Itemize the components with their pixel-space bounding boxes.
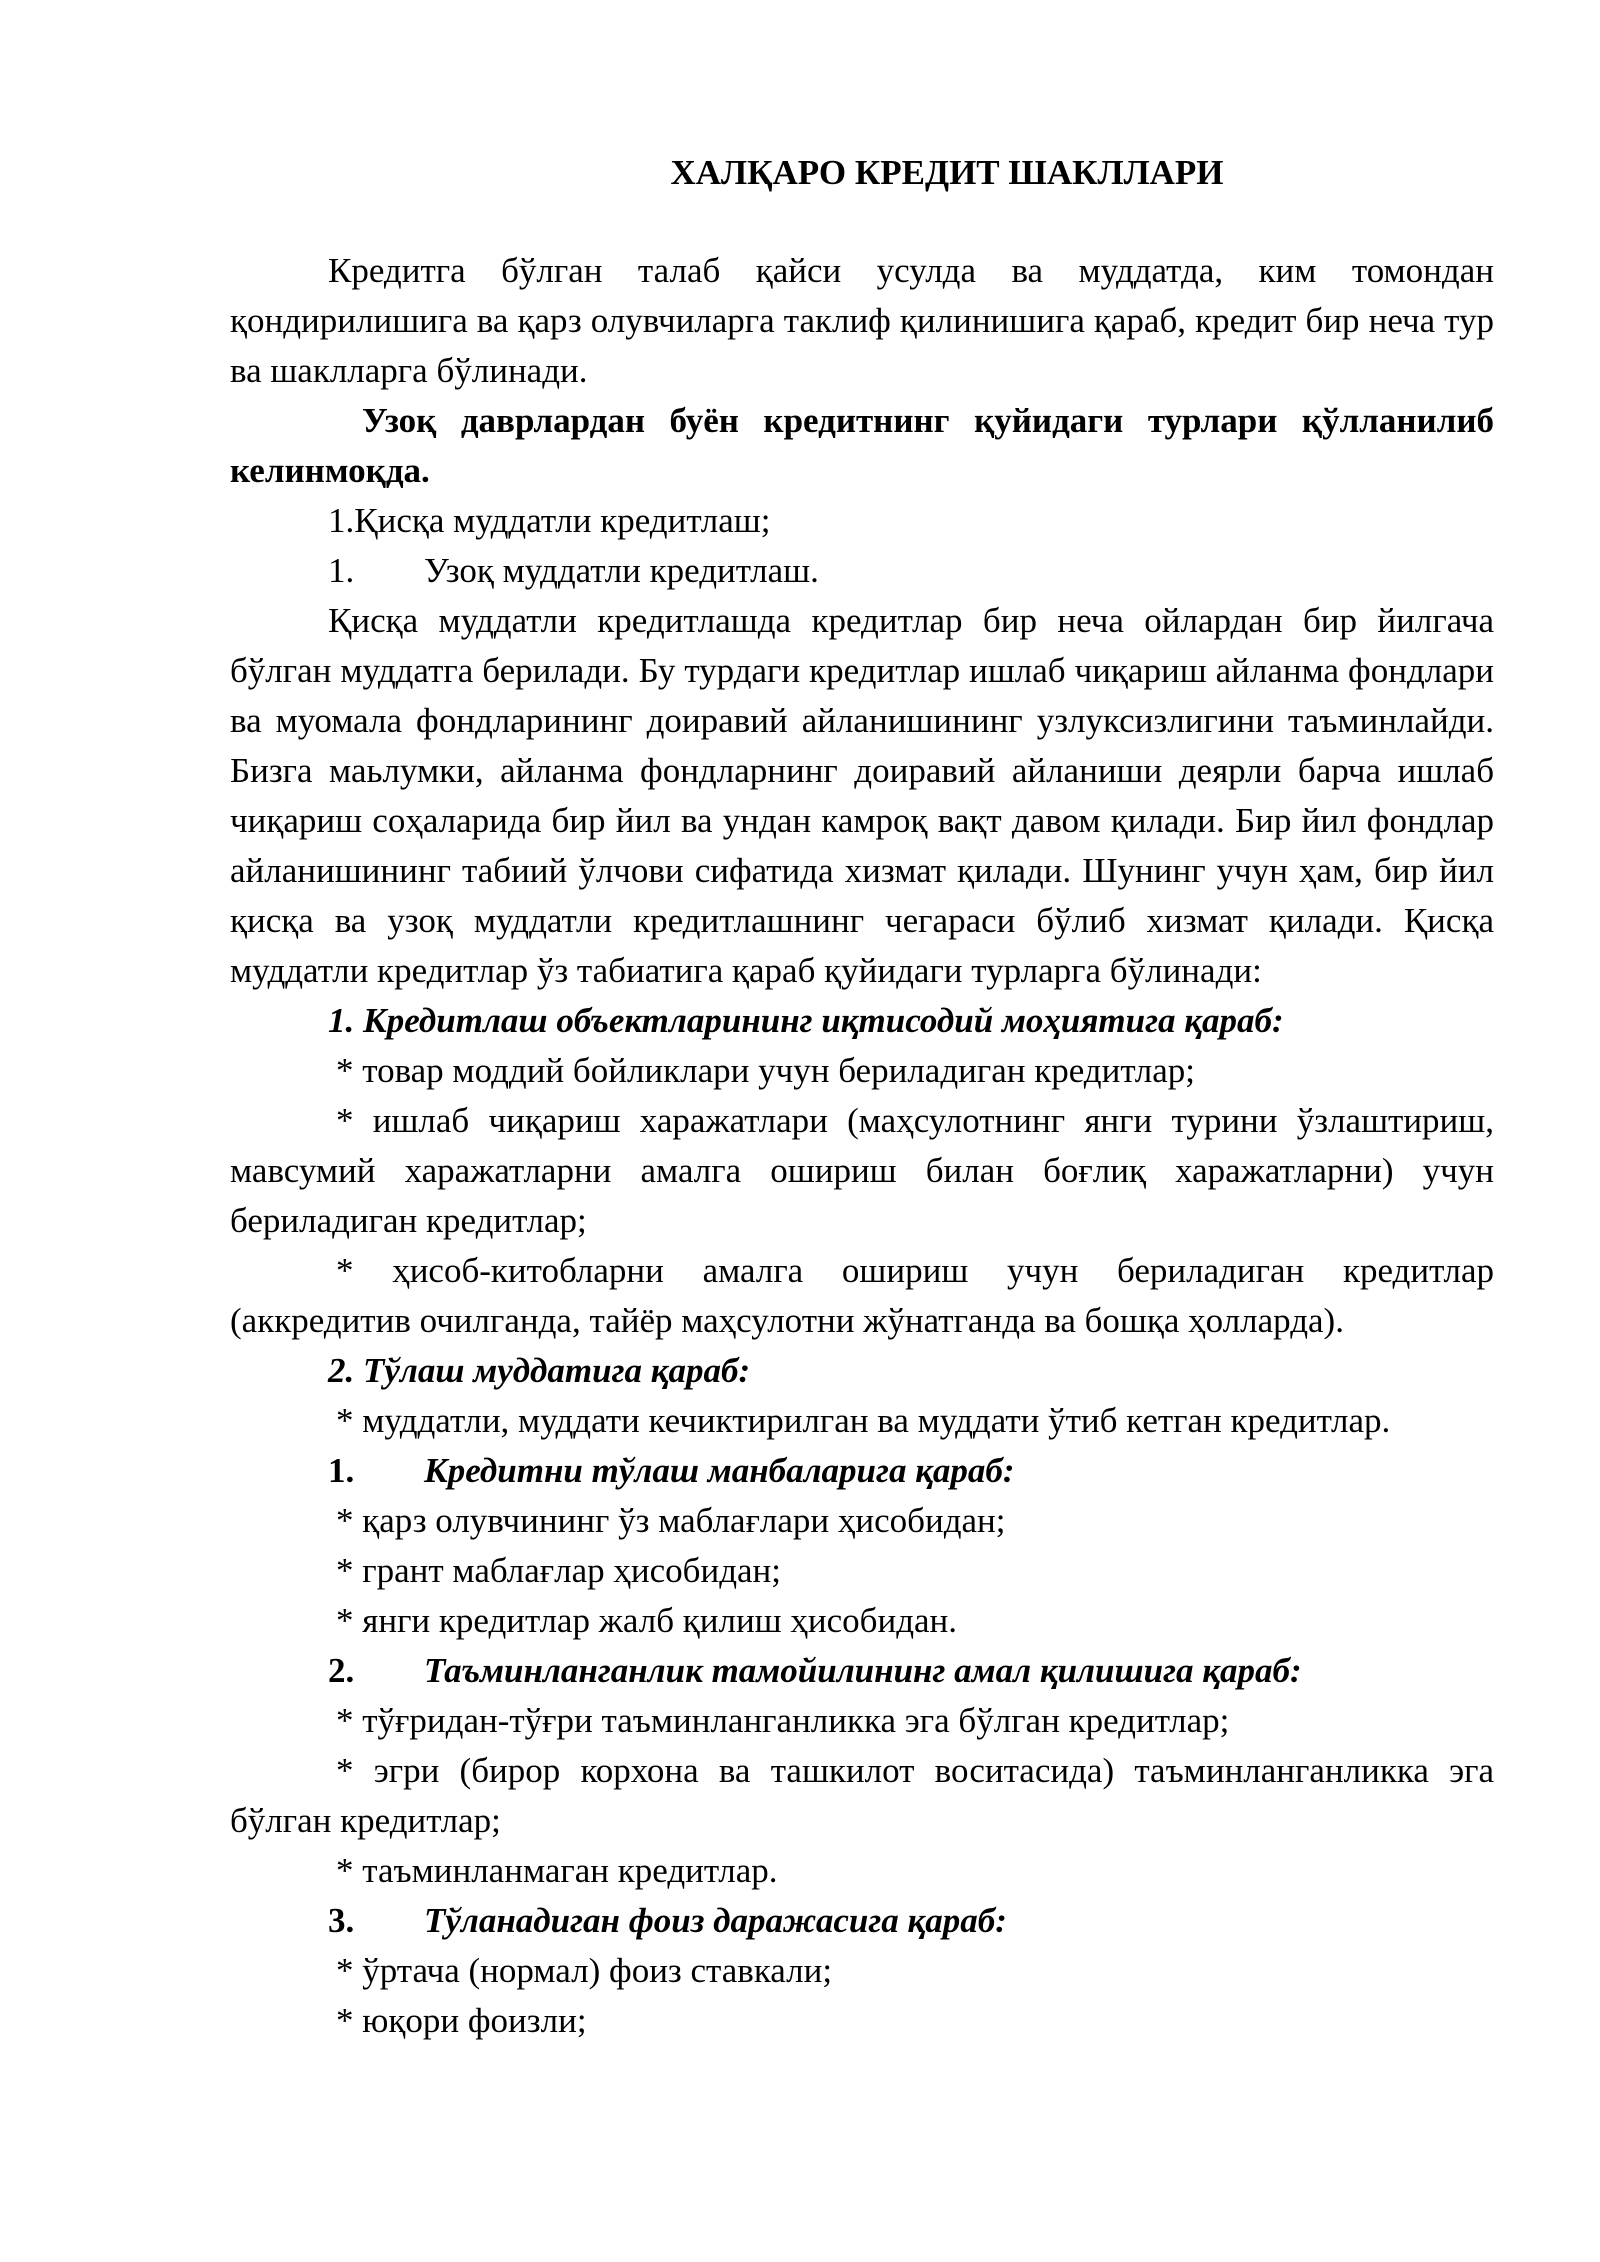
section-title: Таъминланганлик тамойилининг амал қилишига қараб:: [424, 1651, 1302, 1690]
section-heading: [230, 1446, 1494, 1496]
list-item: * юқори фоизли;: [336, 2001, 587, 2040]
section-title: Тўланадиган фоиз даражасига қараб:: [424, 1901, 1007, 1940]
section-number: 1.: [328, 1451, 355, 1490]
list-item: * грант маблағлар ҳисобидан;: [336, 1551, 782, 1590]
list-item: * товар моддий бойликлари учун бериладиган кредитлар;: [336, 1051, 1195, 1090]
section-heading: [230, 1646, 1494, 1696]
section-number: 1.: [328, 1001, 355, 1040]
section-heading: [230, 1896, 1494, 1946]
list-item: * эгри (бирор корхона ва ташкилот воситасида) таъминланганликка эга бўлган кредитлар;: [230, 1751, 1494, 1840]
type-item: [230, 496, 1494, 546]
type-item: [230, 546, 1494, 596]
type-text: Қисқа муддатли кредитлаш;: [354, 501, 771, 540]
section-number: 3.: [328, 1901, 355, 1940]
section-title: Тўлаш муддатига қараб:: [363, 1351, 751, 1390]
type-number: 1.: [328, 551, 355, 590]
type-text: Узоқ муддатли кредитлаш.: [424, 551, 819, 590]
document-page: [230, 148, 1494, 2046]
list-item: * янги кредитлар жалб қилиш ҳисобидан.: [336, 1601, 958, 1640]
bold-heading: Узоқ даврлардан буён кредитнинг қуйидаги турлари қўлланилиб келинмоқда.: [230, 401, 1494, 490]
list-item: * тўғридан-тўғри таъминланганликка эга бўлган кредитлар;: [336, 1701, 1230, 1740]
list-item: * ўртача (нормал) фоиз ставкали;: [336, 1951, 833, 1990]
section-number: 2.: [328, 1351, 355, 1390]
document-title: ХАЛҚАРО КРЕДИТ ШАКЛЛАРИ: [670, 153, 1224, 192]
section-title: Кредитни тўлаш манбаларига қараб:: [424, 1451, 1015, 1490]
list-item: * қарз олувчининг ўз маблағлари ҳисобидан;: [336, 1501, 1006, 1540]
section-heading: [230, 1346, 1494, 1396]
type-number: 1.: [328, 501, 355, 540]
short-term-paragraph: Қисқа муддатли кредитлашда кредитлар бир неча ойлардан бир йилгача бўлган муддатга берилади. Бу турдаги кредитлар ишлаб чиқариш айланма фондлари ва муомала фондларининг доиравий айланишининг узлуксизлигини таъминлайди. Бизга маьлумки, айланма фондларнинг доиравий айланиши деярли барча ишлаб чиқариш соҳаларида бир йил ва ундан камроқ вақт давом қилади. Бир йил фондлар айланишининг табиий ўлчови сифатида хизмат қилади. Шунинг учун ҳам, бир йил қисқа ва узоқ муддатли кредитлашнинг чегараси бўлиб хизмат қилади. Қисқа муддатли кредитлар ўз табиатига қараб қуйидаги турларга бўлинади:: [230, 601, 1494, 990]
list-item: * ҳисоб-китобларни амалга ошириш учун бериладиган кредитлар (аккредитив очилганда, тайёр маҳсулотни жўнатганда ва бошқа ҳолларда).: [230, 1251, 1494, 1340]
list-item: * ишлаб чиқариш харажатлари (маҳсулотнинг янги турини ўзлаштириш, мавсумий харажатларни амалга ошириш билан боғлиқ харажатларни) учун бериладиган кредитлар;: [230, 1101, 1494, 1240]
list-item: * муддатли, муддати кечиктирилган ва муддати ўтиб кетган кредитлар.: [336, 1401, 1391, 1440]
section-heading: [230, 996, 1494, 1046]
intro-paragraph: Кредитга бўлган талаб қайси усулда ва муддатда, ким томондан қондирилишига ва қарз олувчиларга таклиф қилинишига қараб, кредит бир неча тур ва шаклларга бўлинади.: [230, 251, 1494, 390]
section-number: 2.: [328, 1651, 355, 1690]
section-title: Кредитлаш объектларининг иқтисодий моҳиятига қараб:: [363, 1001, 1284, 1040]
list-item: * таъминланмаган кредитлар.: [336, 1851, 778, 1890]
